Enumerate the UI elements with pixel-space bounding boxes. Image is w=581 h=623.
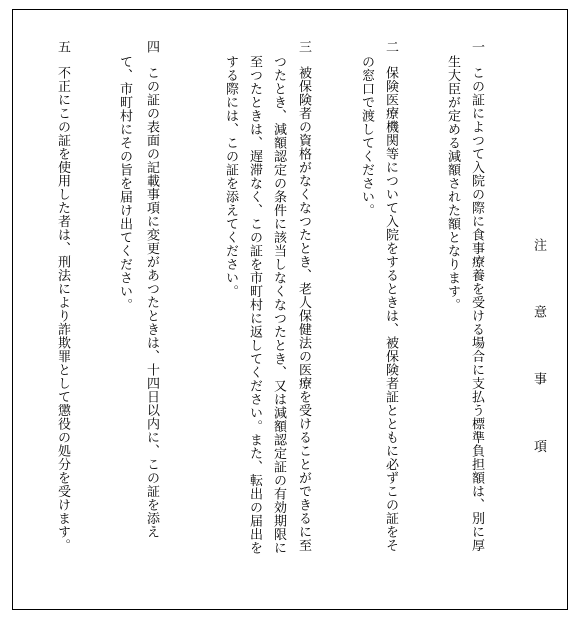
item-3-line-4: する際には、この証を添えてください。 xyxy=(223,55,238,298)
item-2-line-2: の窓口で渡してください。 xyxy=(359,55,374,217)
item-3-line-1: 被保険者の資格がなくなつたとき、老人保健法の医療を受けることができるに至 xyxy=(296,66,311,552)
item-4-number: 四 xyxy=(144,40,159,54)
item-1-line-2: 生大臣が定める減額された額となります。 xyxy=(445,55,460,312)
item-4-line-2: て、市町村にその旨を届け出てください。 xyxy=(117,55,132,312)
item-3-number: 三 xyxy=(296,40,311,54)
item-3-line-2: つたとき、減額認定の条件に該当しなくなつたとき、又は減額認定証の有効期限に xyxy=(271,55,286,555)
item-5-line-1: 不正にこの証を使用した者は、刑法により詐欺罪として懲役の処分を受けます。 xyxy=(55,66,70,552)
notice-title: 注 意 事 項 xyxy=(531,238,546,478)
item-1-number: 一 xyxy=(469,40,484,54)
item-3-line-3: 至つたときは、遅滞なく、この証を市町村に返してください。また、転出の届出を xyxy=(247,55,262,555)
notice-frame xyxy=(12,9,568,610)
item-5-number: 五 xyxy=(55,40,70,54)
item-1-line-1: この証によつて入院の際に食事療養を受ける場合に支払う標準負担額は、別に厚 xyxy=(469,66,484,552)
item-2-number: 二 xyxy=(383,40,398,54)
item-4-line-1: この証の表面の記載事項に変更があつたときは、十四日以内に、この証を添え xyxy=(144,66,159,539)
item-2-line-1: 保険医療機関等について入院をするときは、被保険者証とともに必ずこの証をそ xyxy=(383,66,398,552)
